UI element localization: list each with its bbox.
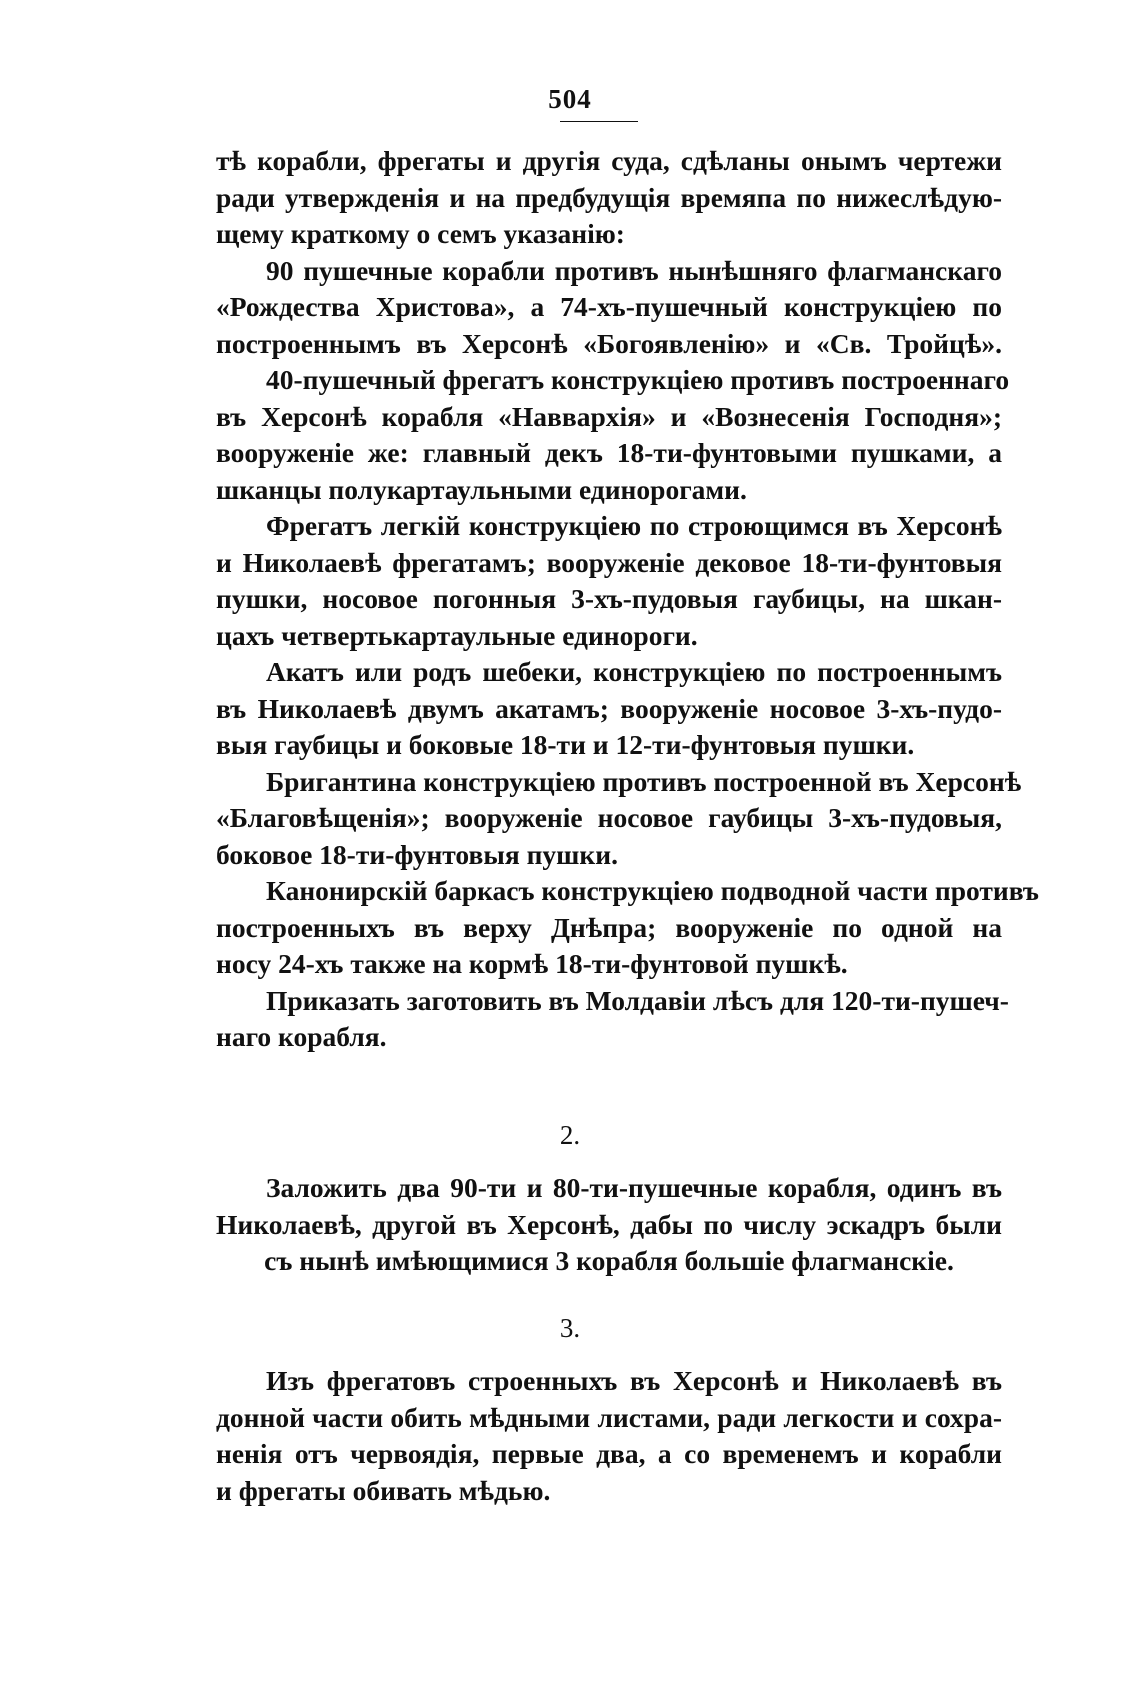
text-line: Заложить два 90-ти и 80-ти-пушечные корабля, одинъ въ: [266, 1172, 1002, 1203]
section-3-text: [216, 1363, 1002, 1509]
text-line: носу 24-хъ также на кормѣ 18-ти-фунтовой пушкѣ.: [216, 948, 848, 979]
section-number-3: 3.: [559, 1313, 581, 1343]
text-line: донной части обить мѣдными листами, ради легкости и сохра-: [216, 1401, 1002, 1433]
text-line: Фрегатъ легкій конструкціею по строющимся въ Херсонѣ: [266, 510, 1002, 541]
text-line: въ Херсонѣ корабля «Наввархія» и «Вознесенія Господня»;: [216, 400, 1002, 432]
text-line: цахъ четвертькартаульные единороги.: [216, 619, 698, 651]
page-number-rule: [560, 121, 638, 122]
text-line: «Благовѣщенія»; вооруженіе носовое гаубицы 3-хъ-пудовыя,: [216, 802, 1002, 833]
text-line: ради утвержденія и на предбудущія времяпа по нижеслѣдую-: [216, 181, 1002, 213]
text-line: 40-пушечный фрегатъ конструкціею противъ построеннаго: [266, 364, 1010, 395]
text-line: Николаевѣ, другой въ Херсонѣ, дабы по числу эскадръ были: [216, 1208, 1002, 1240]
text-line: выя гаубицы и боковые 18-ти и 12-ти-фунтовыя пушки.: [216, 729, 915, 760]
text-line: щему краткому о семъ указанію:: [216, 218, 625, 249]
text-line: наго корабля.: [216, 1021, 387, 1052]
text-line: пушки, носовое погонныя 3-хъ-пудовыя гаубицы, на шкан-: [216, 583, 1002, 614]
text-line: шканцы полукартаульными единорогами.: [216, 473, 747, 505]
text-line: боковое 18-ти-фунтовыя пушки.: [216, 838, 618, 870]
text-line: Канонирскій баркасъ конструкціею подводной части противъ: [266, 875, 1039, 906]
section-2-text: [216, 1170, 1002, 1280]
text-line: 90 пушечные корабли противъ нынѣшняго флагманскаго: [266, 254, 1002, 286]
text-line: вооруженіе же: главный декъ 18-ти-фунтовыми пушками, а: [216, 437, 1002, 468]
text-line: тѣ корабли, фрегаты и другія суда, сдѣланы онымъ чертежи: [216, 145, 1002, 176]
text-line: Приказать заготовить въ Молдавіи лѣсъ для 120-ти-пушеч-: [266, 984, 1009, 1016]
text-line: Бригантина конструкціею противъ построенной въ Херсонѣ: [266, 765, 1022, 797]
text-line: Акатъ или родъ шебеки, конструкціею по построеннымъ: [266, 656, 1002, 687]
text-line: съ нынѣ имѣющимися 3 корабля большіе флагманскіе.: [264, 1245, 954, 1276]
text-line: построенныхъ въ верху Днѣпра; вооруженіе по одной на: [216, 911, 1002, 943]
text-line: въ Николаевѣ двумъ акатамъ; вооруженіе носовое 3-хъ-пудо-: [216, 692, 1002, 724]
top-text-block: [216, 143, 1039, 1056]
text-line: «Рождества Христова», а 74-хъ-пушечный конструкціею по: [216, 291, 1002, 322]
text-line: и Николаевѣ фрегатамъ; вооруженіе дековое 18-ти-фунтовыя: [216, 546, 1002, 578]
text-line: построеннымъ въ Херсонѣ «Богоявленію» и «Св. Тройцѣ».: [216, 327, 1002, 359]
page-number: 504: [548, 84, 592, 114]
text-line: Изъ фрегатовъ строенныхъ въ Херсонѣ и Николаевѣ въ: [266, 1365, 1002, 1396]
text-line: и фрегаты обивать мѣдью.: [216, 1474, 551, 1506]
section-number-2: 2.: [559, 1120, 581, 1150]
text-line: ненія отъ червоядія, первые два, а со временемъ и корабли: [216, 1438, 1002, 1469]
